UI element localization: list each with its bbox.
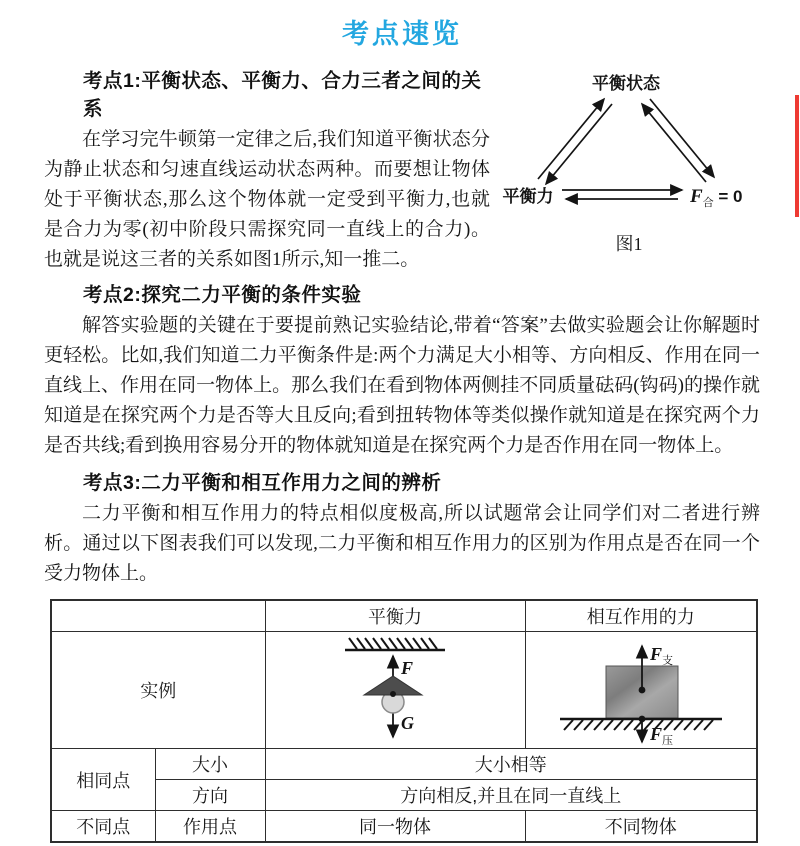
- node-balanced-force: 平衡力: [502, 187, 554, 206]
- section-1-text-column: [44, 61, 490, 275]
- arrow-left-up: [538, 99, 604, 179]
- net-force-subscript: 合: [702, 197, 714, 209]
- section-kaodian-1: [44, 61, 760, 275]
- node-balanced-state: 平衡状态: [592, 74, 660, 93]
- table-direction-row: [51, 780, 757, 811]
- heading-kaodian-2: 考点2:探究二力平衡的条件实验: [83, 284, 362, 306]
- paragraph-kaodian-1: 在学习完牛顿第一定律之后,我们知道平衡状态分为静止状态和匀速直线运动状态两种。而要想让物体处于平衡状态,那么这个物体就一定受到平衡力,也就是合力为零(初中阶段只需探究同一直线上的合力)。也就是说这三者的关系如图1所示,知一推二。: [44, 129, 490, 270]
- force-g-label: G: [401, 713, 414, 733]
- comparison-table: [50, 599, 758, 843]
- force-point-dot: [390, 691, 396, 697]
- block-diagram: [536, 634, 746, 746]
- arrow-right-down: [650, 99, 714, 177]
- header-interaction-force: 相互作用的力: [525, 600, 757, 632]
- table-action-point-row: [51, 811, 757, 843]
- different-points-label: 不同点: [51, 811, 155, 843]
- support-force-subscript: 支: [661, 655, 673, 667]
- heading-kaodian-3: 考点3:二力平衡和相互作用力之间的辨析: [83, 472, 442, 494]
- action-point-balanced-value: 同一物体: [265, 811, 525, 843]
- red-edge-line: [795, 95, 799, 217]
- header-balanced-force: 平衡力: [265, 600, 525, 632]
- net-force-equals-zero: = 0: [713, 187, 743, 206]
- support-force-symbol: F: [649, 644, 662, 664]
- direction-value: 方向相反,并且在同一直线上: [265, 780, 757, 811]
- table-example-row: [51, 632, 757, 749]
- table-header-row: [51, 600, 757, 632]
- header-empty-cell: [51, 600, 265, 632]
- table-size-row: [51, 749, 757, 780]
- force-f-label: F: [401, 658, 414, 678]
- pressure-force-symbol: F: [649, 724, 662, 744]
- paragraph-kaodian-3: 二力平衡和相互作用力的特点相似度极高,所以试题常会让同学们对二者进行辨析。通过以下图表我们可以发现,二力平衡和相互作用力的区别为作用点是否在同一个受力物体上。: [44, 503, 760, 584]
- interaction-force-example-cell: [525, 632, 757, 749]
- pressure-force-label: [649, 724, 673, 746]
- action-point-interaction-value: 不同物体: [525, 811, 757, 843]
- direction-label: 方向: [155, 780, 265, 811]
- balance-triangle-diagram: [498, 71, 760, 223]
- size-label: 大小: [155, 749, 265, 780]
- pressure-force-subscript: 压: [661, 735, 673, 746]
- paragraph-kaodian-2: 解答实验题的关键在于要提前熟记实验结论,带着“答案”去做实验题会让你解题时更轻松。比如,我们知道二力平衡条件是:两个力满足大小相等、方向相反、作用在同一直线上、作用在同一物体上。那么我们在看到物体两侧挂不同质量砝码(钩码)的操作就知道是在探究两个力是否等大且反向;看到扭转物体等类似操作就知道是在探究两个力是否共线;看到换用容易分开的物体就知道是在探究两个力是否作用在同一物体上。: [44, 315, 760, 456]
- heading-kaodian-1: 考点1:平衡状态、平衡力、合力三者之间的关系: [83, 70, 482, 120]
- ceiling-hatching: [349, 638, 437, 649]
- lamp-diagram: [293, 634, 497, 746]
- arrow-left-down: [546, 104, 612, 184]
- figure-1-caption: 图1: [615, 234, 643, 254]
- example-label-cell: 实例: [51, 632, 265, 749]
- net-force-symbol: F: [690, 186, 703, 207]
- figure-1-triangle-diagram: [498, 71, 760, 256]
- ground-hatching: [564, 720, 713, 730]
- page-title: 考点速览: [342, 19, 462, 49]
- node-net-force-zero: [689, 186, 743, 209]
- arrow-right-up: [642, 104, 706, 182]
- balanced-force-example-cell: [265, 632, 525, 749]
- support-force-label: [649, 644, 673, 667]
- action-point-label: 作用点: [155, 811, 265, 843]
- size-value: 大小相等: [265, 749, 757, 780]
- same-points-label: 相同点: [51, 749, 155, 811]
